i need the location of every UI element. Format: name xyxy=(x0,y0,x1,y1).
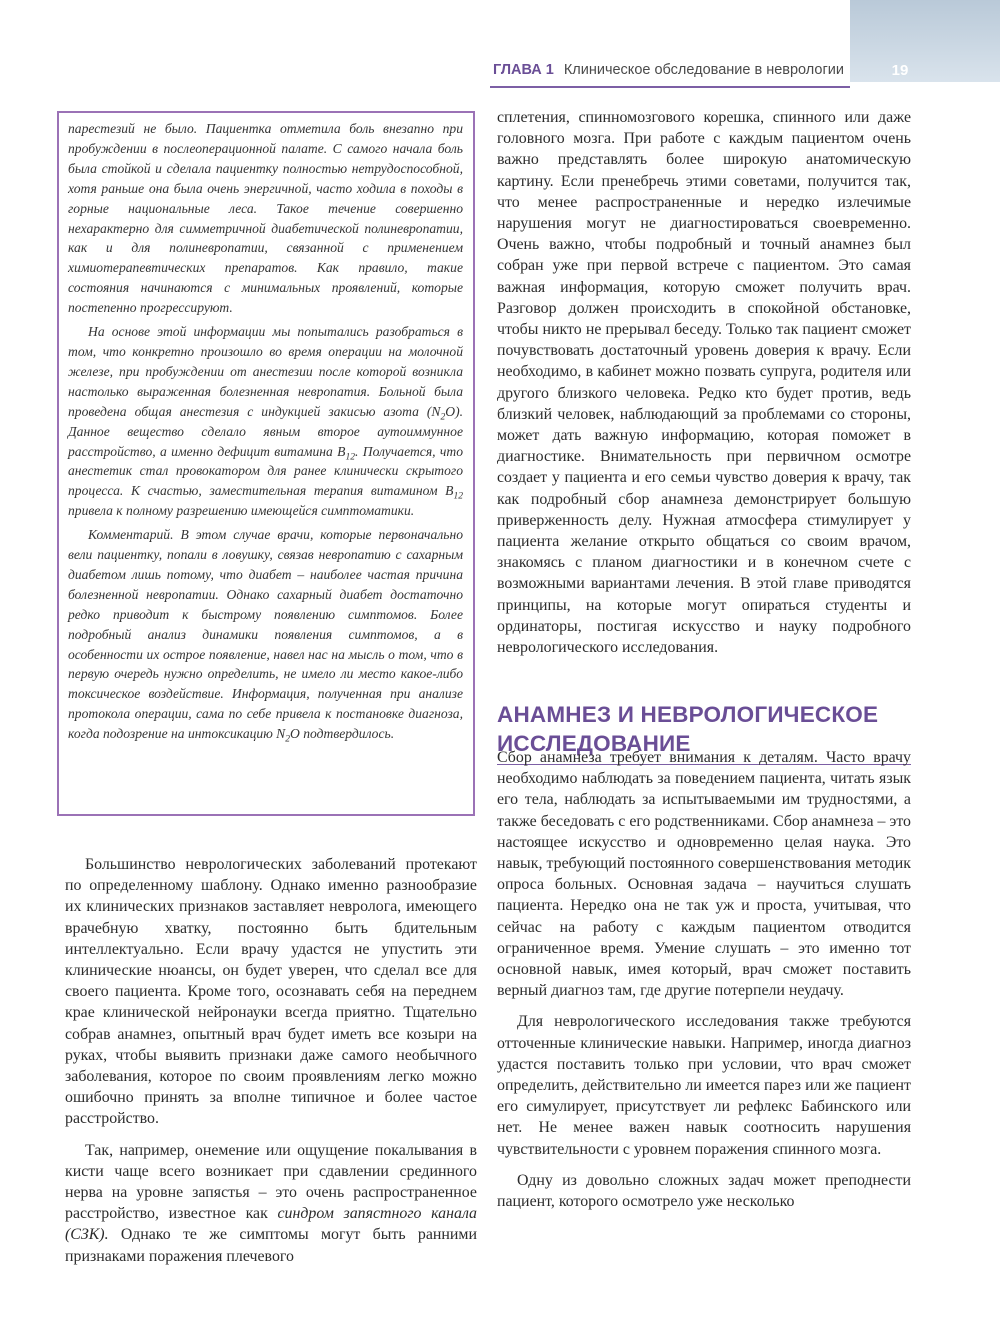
right-column-bottom-text xyxy=(497,747,911,1222)
chapter-label: ГЛАВА 1 xyxy=(493,62,554,78)
right-column-top-text xyxy=(497,107,911,668)
case-paragraph-1: парестезий не было. Пациентка отметила боль внезапно при пробуждении в послеоперационной палате. С самого начала боль была стойкой и сделала пациентку полностью нетрудоспособной, хотя раньше она была очень энергичной, часто ходила в походы в горные национальные леса. Такое течение совершенно нехарактерно для симметричной диабетической полиневропатии, как и для полиневропатии, связанной с применением химиотерапевтических препаратов. Как правило, такие состояния начинаются с минимальных проявлений, которые постепенно прогрессируют. xyxy=(68,121,463,316)
body-paragraph: Одну из довольно сложных задач может преподнести пациент, которого осмотрело уже несколько xyxy=(497,1171,911,1211)
left-column-text xyxy=(65,854,477,1277)
body-paragraph: Большинство неврологических заболеваний протекают по определенному шаблону. Однако именно разнообразие их клинических признаков заставляет невролога, имеющего врачебную хватку, постоянно быть бдительным интеллектуально. Если врачу удастся не упустить эти клинические нюансы, он будет уверен, что сделал все для своего пациента. Кроме того, осознавать себя на переднем крае клинической нейронауки всегда приятно. Тщательно собрав анамнез, опытный врач будет иметь все козыри на руках, чтобы выявить признаки даже самого необычного заболевания, которое по своим проявлениям легко можно ошибочно принять за вполне типичное и более частое расстройство. xyxy=(65,856,477,1128)
case-comment-paragraph: Комментарий. В этом случае врачи, которые первоначально вели пациентку, попали в ловушку, связав невропатию с сахарным диабетом лишь потому, что диабет – наиболее частая причина болезненной невропатии. Однако сахарный диабет достаточно редко приводит к быстрому появлению симптомов. Более подробный анализ динамики появления симптомов, а в особенности их острое появление, навел нас на мысль о том, что в первую очередь нужно определить, не имело ли место какое-либо токсическое воздействие. Информация, полученная при анализе протокола операции, сама по себе привела к постановке диагноза, когда подозрение на интоксикацию $N_2O$ подтвердилось. xyxy=(68,527,463,745)
corner-tab xyxy=(850,0,1000,82)
body-paragraph: Для неврологического исследования также требуются отточенные клинические навыки. Например, иногда диагноз удастся поставить только при условии, что врач сможет определить, действительно ли имеется парез или же пациент его симулирует, присутствует ли рефлекс Бабинского или нет. Не менее важен навык соотносить нарушения чувствительности с уровнем поражения спинного мозга. xyxy=(497,1013,911,1158)
section-heading: АНАМНЕЗ И НЕВРОЛОГИЧЕСКОЕ ИССЛЕДОВАНИЕ xyxy=(497,702,879,756)
body-paragraph: Так, например, онемение или ощущение покалывания в кисти чаще всего возникает при сдавлении срединного нерва на уровне запястья – это очень распространенное расстройство, известное как синдром запястного канала (СЗК). Однако те же симптомы могут быть ранними признаками поражения плечевого xyxy=(65,1141,478,1265)
case-box xyxy=(57,111,475,816)
term-emphasis: синдром запястного канала (СЗК). xyxy=(65,1205,478,1244)
body-paragraph: сплетения, спинномозгового корешка, спинного или даже головного мозга. При работе с каждым пациентом очень важно представлять более широкую анатомическую картину. Если пренебречь этими советами, получится так, что менее распространенные и нередко излечимые нарушения могут не диагностироваться своевременно. Очень важно, чтобы подробный и точный анамнез был собран уже при первой встрече с пациентом. Это самая важная информация, которую сможет получить врач. Разговор должен происходить в спокойной обстановке, чтобы никто не прерывал беседу. Только так пациент сможет почувствовать достаточный уровень доверия к врачу. Если необходимо, в кабинет можно позвать супруга, родителя или другого близкого человека. Редко кто будет против, ведь близкий человек, наблюдающий за проблемами со стороны, может дать важную информацию, которая поможет в диагностике. Внимательность при первичном осмотре создает у пациента и его семьи чувство доверия к врачу, так как подробный сбор анамнеза демонстрирует большую приверженность делу. Нужная атмосфера стимулирует у пациента желание открыто общаться со своим врачом, знакомясь с планом диагностики и в конечном счете с возможными вариантами лечения. В этой главе приводятся принципы, на которые могут опираться студенты и ординаторы, постигая искусство и науку подробного неврологического исследования. xyxy=(497,109,911,657)
chapter-title: Клиническое обследование в неврологии xyxy=(563,62,844,78)
body-paragraph: Сбор анамнеза требует внимания к деталям. Часто врачу необходимо наблюдать за поведением пациента, читать язык его тела, наблюдать за испытываемыми им трудностями, а также беседовать с его родственниками. Сбор анамнеза – это настоящее искусство и одновременно целая наука. Это навык, требующий постоянного совершенствования методик опроса больных. Основная задача – научиться слушать пациента. Нередко она не так уж и проста, учитывая, что сейчас на работу с каждым пациентом отводится ограниченное время. Умение слушать – это именно тот основной навык, имея который, врач сможет поставить верный диагноз там, где другие потерпели неудачу. xyxy=(497,749,911,1000)
case-paragraph-2: На основе этой информации мы попытались разобраться в том, что конкретно произошло во время операции на молочной железе, при пробуждении от анестезии после которой возникла настолько выраженная болезненная невропатия. Больной была проведена общая анестезия с индукцией закисью азота $(N_2O)$. Данное вещество сделало явным второе аутоиммунное расстройство, а именно дефицит витамина $B_{12}$. Получается, что анестетик стал провокатором для ранее клинически скрытого процесса. К счастью, заместительная терапия витамином $B_{12}$ привела к полному разрешению имеющейся симптоматики. xyxy=(68,324,464,519)
header-rule xyxy=(490,86,850,88)
page-number: 19 xyxy=(891,62,909,79)
running-header xyxy=(493,62,850,84)
